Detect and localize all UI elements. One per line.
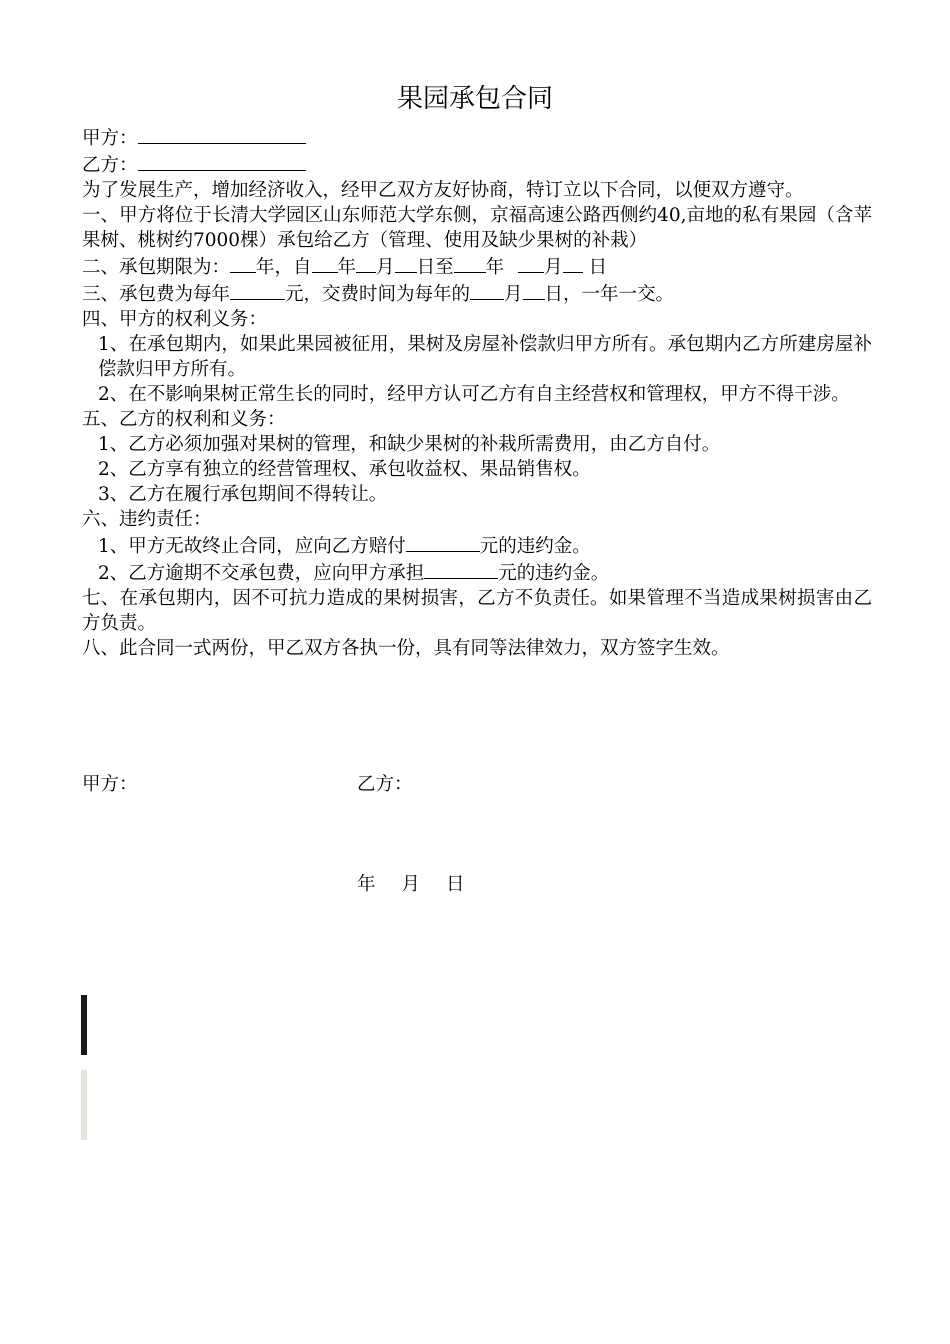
clause-2 — [82, 253, 872, 280]
clause-5-heading: 五、乙方的权利和义务： — [82, 409, 286, 430]
clause-3-text: 日，一年一交。 — [544, 284, 675, 305]
date-month: 月 — [401, 874, 421, 895]
blank — [230, 253, 256, 273]
clause-2-text: 年，自 — [256, 257, 312, 278]
clause-6-item-1-text: 1、甲方无故终止合同，应向乙方赔付 — [98, 536, 406, 557]
clause-6-item-2 — [82, 559, 872, 586]
blank — [356, 253, 376, 273]
signature-party-a: 甲方： — [82, 774, 138, 795]
clause-1: 一、甲方将位于长清大学园区山东师范大学东侧，京福高速公路西侧约40,亩地的私有果园（含苹果树、桃树约7000棵）承包给乙方（管理、使用及缺少果树的补栽） — [82, 205, 872, 251]
clause-6-heading: 六、违约责任： — [82, 509, 212, 530]
clause-5-item-3: 3、乙方在履行承包期间不得转让。 — [98, 484, 388, 505]
clause-2-text: 月 — [376, 257, 395, 278]
clause-6-item-2-text: 元的违约金。 — [498, 563, 610, 584]
blank — [395, 253, 417, 273]
clause-4-item-2: 2、在不影响果树正常生长的同时，经甲方认可乙方有自主经营权和管理权，甲方不得干涉。 — [98, 384, 850, 405]
clause-4-item-1: 1、在承包期内，如果此果园被征用，果树及房屋补偿款归甲方所有。承包期内乙方所建房屋补偿款归甲方所有。 — [98, 334, 872, 380]
clause-6-item-1-text: 元的违约金。 — [479, 536, 591, 557]
clause-6-item-1 — [82, 532, 872, 559]
document-title: 果园承包合同 — [396, 84, 553, 114]
penalty-blank — [424, 559, 498, 579]
blank — [563, 253, 583, 273]
clause-5-item-1: 1、乙方必须加强对果树的管理，和缺少果树的补栽所需费用，由乙方自付。 — [98, 434, 721, 455]
clause-3-text: 月 — [504, 284, 523, 305]
blank — [312, 253, 338, 273]
clause-3-text: 三、承包费为每年 — [82, 284, 231, 305]
signature-party-b: 乙方： — [357, 774, 413, 795]
clause-2-text: 二、承包期限为： — [82, 257, 231, 278]
blank — [470, 280, 504, 300]
party-a-label: 甲方： — [82, 128, 138, 149]
party-b-label: 乙方： — [82, 155, 138, 176]
clause-5-item-2: 2、乙方享有独立的经营管理权、承包收益权、果品销售权。 — [98, 459, 591, 480]
contract-body — [82, 124, 872, 661]
clause-7: 七、在承包期内，因不可抗力造成的果树损害，乙方不负责任。如果管理不当造成果树损害由乙方负责。 — [82, 588, 872, 634]
scan-artifact-light — [81, 1070, 87, 1140]
party-a-blank — [138, 124, 306, 144]
blank — [523, 280, 545, 300]
clause-2-text: 月 — [544, 257, 563, 278]
penalty-blank — [406, 532, 480, 552]
clause-2-text: 年 — [485, 257, 505, 278]
clause-8: 八、此合同一式两份，甲乙双方各执一份，具有同等法律效力，双方签字生效。 — [82, 638, 730, 659]
date-day: 日 — [446, 874, 465, 895]
scan-artifact-dark — [81, 995, 87, 1055]
date-year: 年 — [357, 874, 376, 895]
clause-4-heading: 四、甲方的权利义务： — [82, 309, 268, 330]
blank — [454, 253, 486, 273]
clause-3-text: 元，交费时间为每年的 — [285, 284, 471, 305]
party-a-line — [82, 124, 872, 151]
clause-3 — [82, 280, 872, 307]
party-b-line — [82, 151, 872, 178]
preamble: 为了发展生产，增加经济收入，经甲乙双方友好协商，特订立以下合同，以便双方遵守。 — [82, 180, 804, 201]
clause-2-text: 年 — [337, 257, 357, 278]
blank — [518, 253, 544, 273]
clause-2-text: 日 — [588, 257, 608, 278]
party-b-blank — [138, 151, 306, 171]
blank — [230, 280, 285, 300]
signature-date — [357, 872, 465, 897]
clause-2-text: 日至 — [416, 257, 454, 278]
clause-6-item-2-text: 2、乙方逾期不交承包费，应向甲方承担 — [98, 563, 425, 584]
